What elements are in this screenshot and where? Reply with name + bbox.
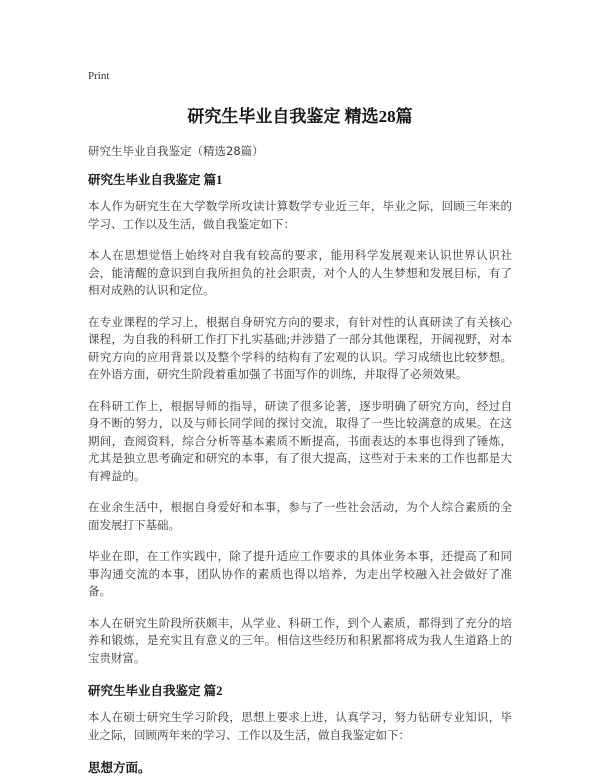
paragraph: 在专业课程的学习上，根据自身研究方向的要求，有针对性的认真研读了有关核心课程，为自我的科研工作打下扎实基础;并涉猎了一部分其他课程，开阔视野，对本研究方向的应用背景以及整个学科的结构有了宏观的认识。学习成绩也比较梦想。在外语方面，研究生阶段着重加强了书面写作的训练，并取得了必须效果。 — [88, 314, 512, 381]
document-title: 研究生毕业自我鉴定 精选28篇 — [187, 107, 413, 126]
paragraph: 本人在思想觉悟上始终对自我有较高的要求，能用科学发展观来认识世界认识社会，能清醒的意识到自我所担负的社会职责，对个人的人生梦想和发展目标，有了相对成熟的认识和定位。 — [88, 248, 512, 297]
paragraph: 毕业在即，在工作实践中，除了提升适应工作要求的具体业务本事，还提高了和同事沟通交流的本事，团队协作的素质也得以培养，为走出学校融入社会做好了准备。 — [88, 549, 512, 598]
paragraph: 在科研工作上，根据导师的指导，研读了很多论著，逐步明确了研究方向，经过自身不断的努力，以及与师长同学间的探讨交流，取得了一些比较满意的成果。在这期间，查阅资料，综合分析等基本素质不断提高，书面表达的本事也得到了锤炼，尤其是独立思考确定和研究的本事，有了很大提高，这些对于未来的工作也都是大有裨益的。 — [88, 398, 512, 483]
paragraph: 本人在硕士研究生学习阶段，思想上要求上进，认真学习，努力钻研专业知识，毕业之际，回顾两年来的学习、工作以及生活，做自我鉴定如下： — [88, 710, 512, 742]
paragraph: 在业余生活中，根据自身爱好和本事，参与了一些社会活动，为个人综合素质的全面发展打下基础。 — [88, 500, 512, 532]
section-heading: 研究生毕业自我鉴定 篇2 — [88, 684, 223, 698]
paragraph: 本人作为研究生在大学数学所攻读计算数学专业近三年，毕业之际，回顾三年来的学习、工作以及生活，做自我鉴定如下： — [88, 199, 512, 231]
subsection-heading: 思想方面。 — [88, 761, 151, 775]
section-heading: 研究生毕业自我鉴定 篇1 — [88, 173, 223, 187]
document-subtitle: 研究生毕业自我鉴定（精选28篇） — [88, 144, 264, 158]
paragraph: 本人在研究生阶段所获颇丰，从学业、科研工作，到个人素质，都得到了充分的培养和锻炼，是充实且有意义的三年。相信这些经历和积累都将成为我人生道路上的宝贵财富。 — [88, 615, 512, 665]
print-link[interactable]: Print — [88, 70, 110, 82]
